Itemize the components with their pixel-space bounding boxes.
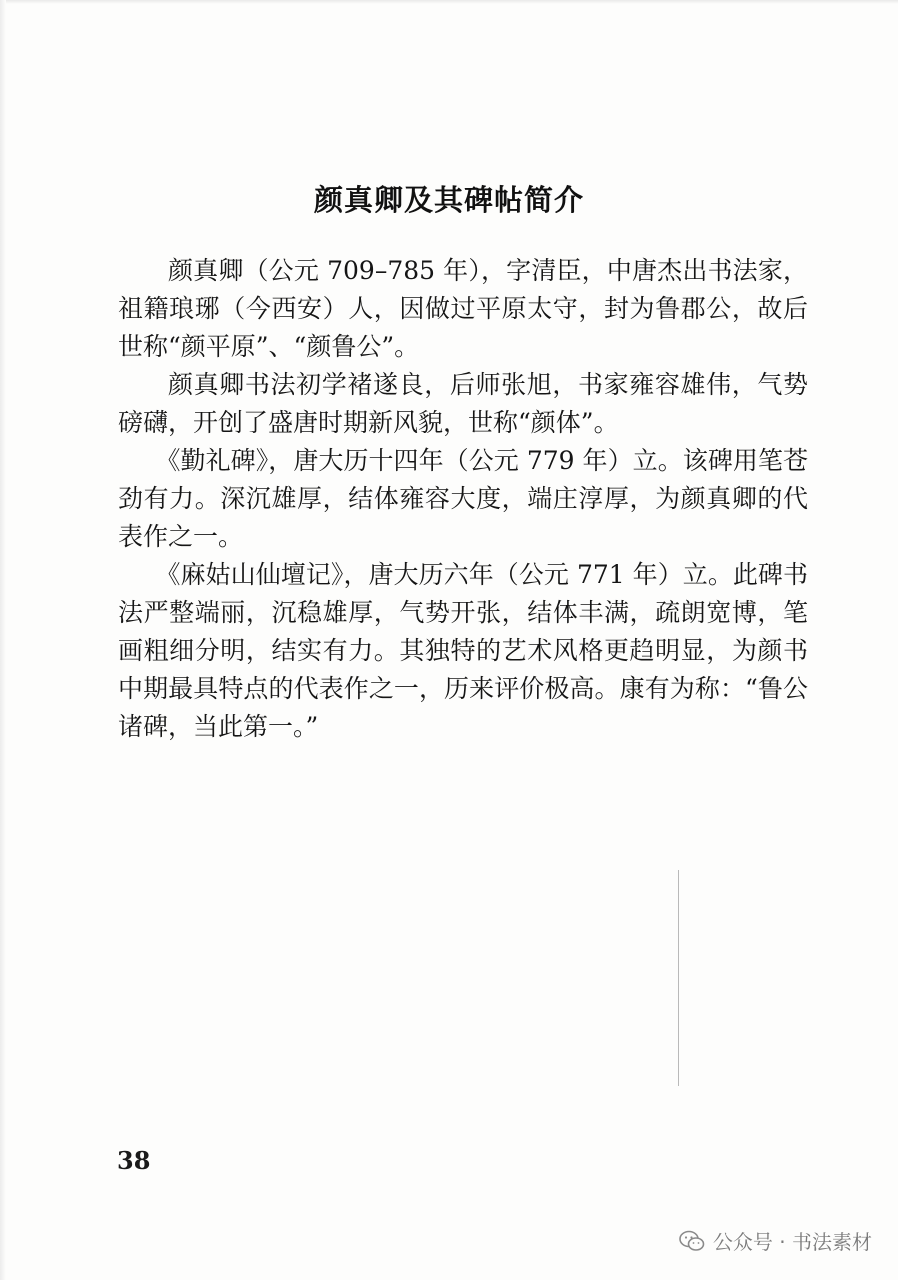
watermark [679, 1226, 872, 1255]
scan-edge [0, 0, 898, 4]
paragraph-qinli-stele: 《勤礼碑》，唐大历十四年（公元 779 年）立。该碑用笔苍劲有力。深沉雄厚，结体雍容大度，端庄淳厚，为颜真卿的代表作之一。 [118, 446, 808, 551]
watermark-text: 公众号 · 书法素材 [712, 1230, 872, 1254]
scan-artifact-line [678, 870, 679, 1086]
paragraph-style: 颜真卿书法初学褚遂良，后师张旭，书家雍容雄伟，气势磅礴，开创了盛唐时期新风貌，世称“颜体”。 [118, 370, 808, 437]
page-number: 38 [117, 1146, 151, 1175]
paragraph-biography: 颜真卿（公元 709–785 年），字清臣，中唐杰出书法家，祖籍琅琊（今西安）人，因做过平原太守，封为鲁郡公，故后世称“颜平原”、“颜鲁公”。 [118, 256, 808, 361]
page-title: 颜真卿及其碑帖简介 [313, 183, 584, 217]
body-text [118, 252, 808, 746]
paragraph-magu-stele: 《麻姑山仙壇记》，唐大历六年（公元 771 年）立。此碑书法严整端丽，沉稳雄厚，气势开张，结体丰满，疏朗宽博，笔画粗细分明，结实有力。其独特的艺术风格更趋明显，为颜书中期最具特点的代表作之一，历来评价极高。康有为称：“鲁公诸碑，当此第一。” [118, 560, 808, 741]
wechat-icon [679, 1230, 705, 1252]
